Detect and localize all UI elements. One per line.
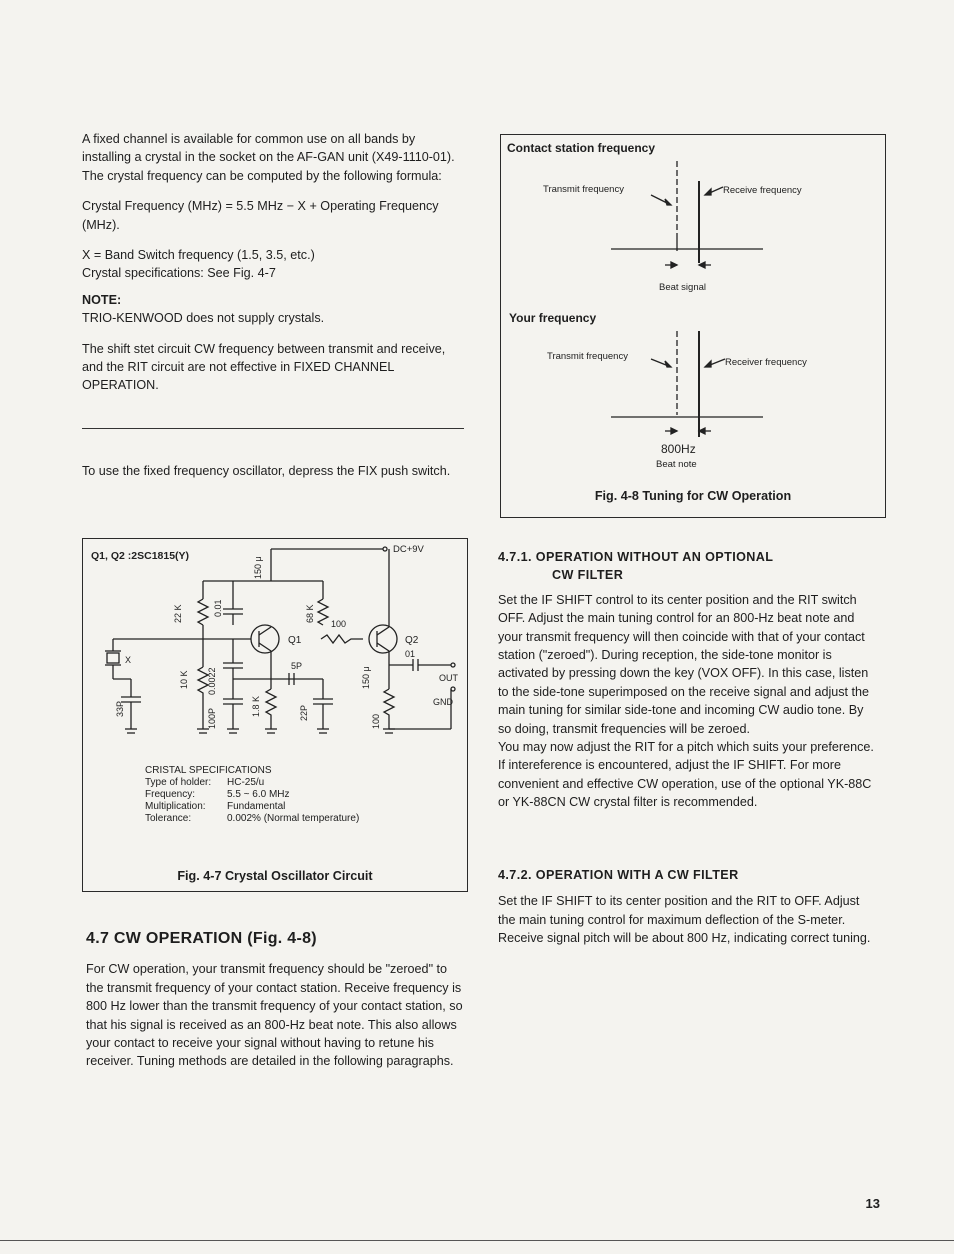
section-4-7-heading: 4.7 CW OPERATION (Fig. 4-8): [86, 930, 317, 947]
section-4-7-body: For CW operation, your transmit frequency should be "zeroed" to the transmit frequency of your contact station. Receive frequency is 800 Hz lower than the transmit frequency of your contact station, so that his signal is received as an 800-Hz beat note. This also allows your contact to receive your signal without having to retune his receiver. Tuning methods are detailed in the following paragraphs.: [86, 962, 463, 1069]
spec-row: [145, 789, 359, 801]
choke-label: 150 μ: [253, 556, 263, 579]
c01-label: 01: [405, 649, 416, 659]
spec-key: Type of holder:: [145, 777, 212, 788]
c5p-label: 5P: [291, 661, 303, 671]
section-4-7-1-body-2: You may now adjust the RIT for a pitch which suits your preference. If intereference is encountered, adjust the IF SHIFT. For more convenient and effective CW operation, use of the optional YK-88C or YK-88CN CW crystal filter is recommended.: [498, 740, 874, 810]
band-switch-def: X = Band Switch frequency (1.5, 3.5, etc.): [82, 248, 315, 263]
rx-freq-1: Receive frequency: [723, 185, 802, 196]
c22p-label: 22P: [299, 704, 309, 721]
spec-value: Fundamental: [227, 801, 286, 812]
page-bottom-rule: [0, 1240, 954, 1241]
r68k-label: 68 K: [305, 604, 315, 623]
fix-switch-paragraph: To use the fixed frequency oscillator, depress the FIX push switch.: [82, 464, 451, 478]
section-4-7-1-heading: 4.7.1. OPERATION WITHOUT AN OPTIONAL: [498, 550, 774, 564]
r18k-label: 1.8 K: [251, 695, 261, 717]
dc9v-label: DC+9V: [393, 544, 424, 555]
section-rule: [82, 428, 464, 429]
tx-freq-2: Transmit frequency: [547, 351, 628, 362]
spec-key: Frequency:: [145, 789, 196, 800]
gnd-label: GND: [433, 697, 453, 707]
c100p-label: 100P: [207, 707, 217, 729]
spec-value: 5.5 ~ 6.0 MHz: [227, 789, 290, 800]
spec-key: Multiplication:: [145, 801, 206, 812]
crystal-formula: Crystal Frequency (MHz) = 5.5 MHz − X + Operating Frequency (MHz).: [82, 199, 439, 232]
spec-key: Tolerance:: [145, 813, 192, 824]
tx-freq-1: Transmit frequency: [543, 184, 624, 195]
cw-tuning-diagram: [501, 135, 885, 455]
spec-row: [145, 777, 359, 789]
spec-row: [145, 813, 359, 825]
fig-4-8-caption: Fig. 4-8 Tuning for CW Operation: [594, 489, 792, 503]
spec-title: CRISTAL SPECIFICATIONS: [145, 765, 272, 776]
section-4-7-1: [498, 548, 880, 812]
your-frequency-title: Your frequency: [509, 311, 597, 325]
beat-signal: Beat signal: [659, 282, 707, 293]
crystal-spec-block: [145, 765, 359, 825]
r10k-label: 10 K: [179, 670, 189, 689]
q2-label: Q2: [405, 635, 419, 646]
beat-note: Beat note: [656, 459, 697, 470]
fig-4-7-caption: Fig. 4-7 Crystal Oscillator Circuit: [177, 869, 373, 883]
fig-4-8-box: [500, 134, 886, 518]
crystal-oscillator-schematic: [83, 539, 467, 769]
q1-label: Q1: [288, 635, 302, 646]
section-4-7-1-heading-2: CW FILTER: [552, 568, 624, 583]
spec-rows: [145, 777, 359, 825]
section-4-7-2-heading: 4.7.2. OPERATION WITH A CW FILTER: [498, 868, 739, 882]
fig-4-7-box: [82, 538, 468, 892]
contact-station-title: Contact station frequency: [507, 141, 656, 155]
c33p-label: 33P: [115, 700, 125, 717]
fixed-channel-paragraph: A fixed channel is available for common use on all bands by installing a crystal in the socket on the AF-GAN unit (X49-1110-01). The crystal frequency can be computed by the following formula:: [82, 132, 455, 183]
section-4-7-2: [498, 866, 880, 948]
r100b-label: 100: [371, 713, 381, 729]
c001-label: 0.01: [213, 599, 223, 617]
page-number: 13: [865, 1196, 880, 1211]
note-label: NOTE:: [82, 292, 122, 307]
c0022-label: 0.0022: [207, 667, 217, 695]
crystal-spec-ref: Crystal specifications: See Fig. 4-7: [82, 266, 276, 281]
crystal-x-label: X: [125, 655, 132, 665]
section-4-7-2-body: Set the IF SHIFT to its center position and the RIT to OFF. Adjust the main tuning control for maximum deflection of the S-meter. Receive signal pitch will be about 800 Hz, indicating correct tuning.: [498, 894, 871, 946]
transistor-type: Q1, Q2 :2SC1815(Y): [91, 550, 190, 562]
shift-paragraph: The shift stet circuit CW frequency between transmit and receive, and the RIT circuit are not effective in FIXED CHANNEL OPERATION.: [82, 341, 446, 393]
r100-label: 100: [331, 619, 347, 629]
spec-value: HC-25/u: [227, 777, 265, 788]
section-4-7: [86, 930, 466, 1071]
out-label: OUT: [439, 673, 458, 683]
ground-symbols: [125, 729, 395, 733]
spec-row: [145, 801, 359, 813]
hz800-label: 800Hz: [661, 442, 696, 455]
section-4-7-1-body: Set the IF SHIFT control to its center position and the RIT switch OFF. Adjust the main tuning control for an 800-Hz beat note and your transmit frequency will then coincide with that of your contact station ("zeroed"). During reception, the side-tone monitor is activated by pressing down the key (VOX OFF). In this case, listen to the side-tone superimposed on the receive signal and adjust the main tuning for similar side-tone and incoming CW audio tone. By so doing, transmit frequencies will be zeroed.: [498, 592, 870, 736]
left-column: [82, 130, 464, 407]
spec-value: 0.002% (Normal temperature): [227, 813, 360, 824]
r22k-label: 22 K: [173, 604, 183, 623]
note-text: TRIO-KENWOOD does not supply crystals.: [82, 311, 325, 326]
rx-freq-2: Receiver frequency: [725, 357, 807, 368]
c150u-label: 150 μ: [361, 666, 371, 689]
